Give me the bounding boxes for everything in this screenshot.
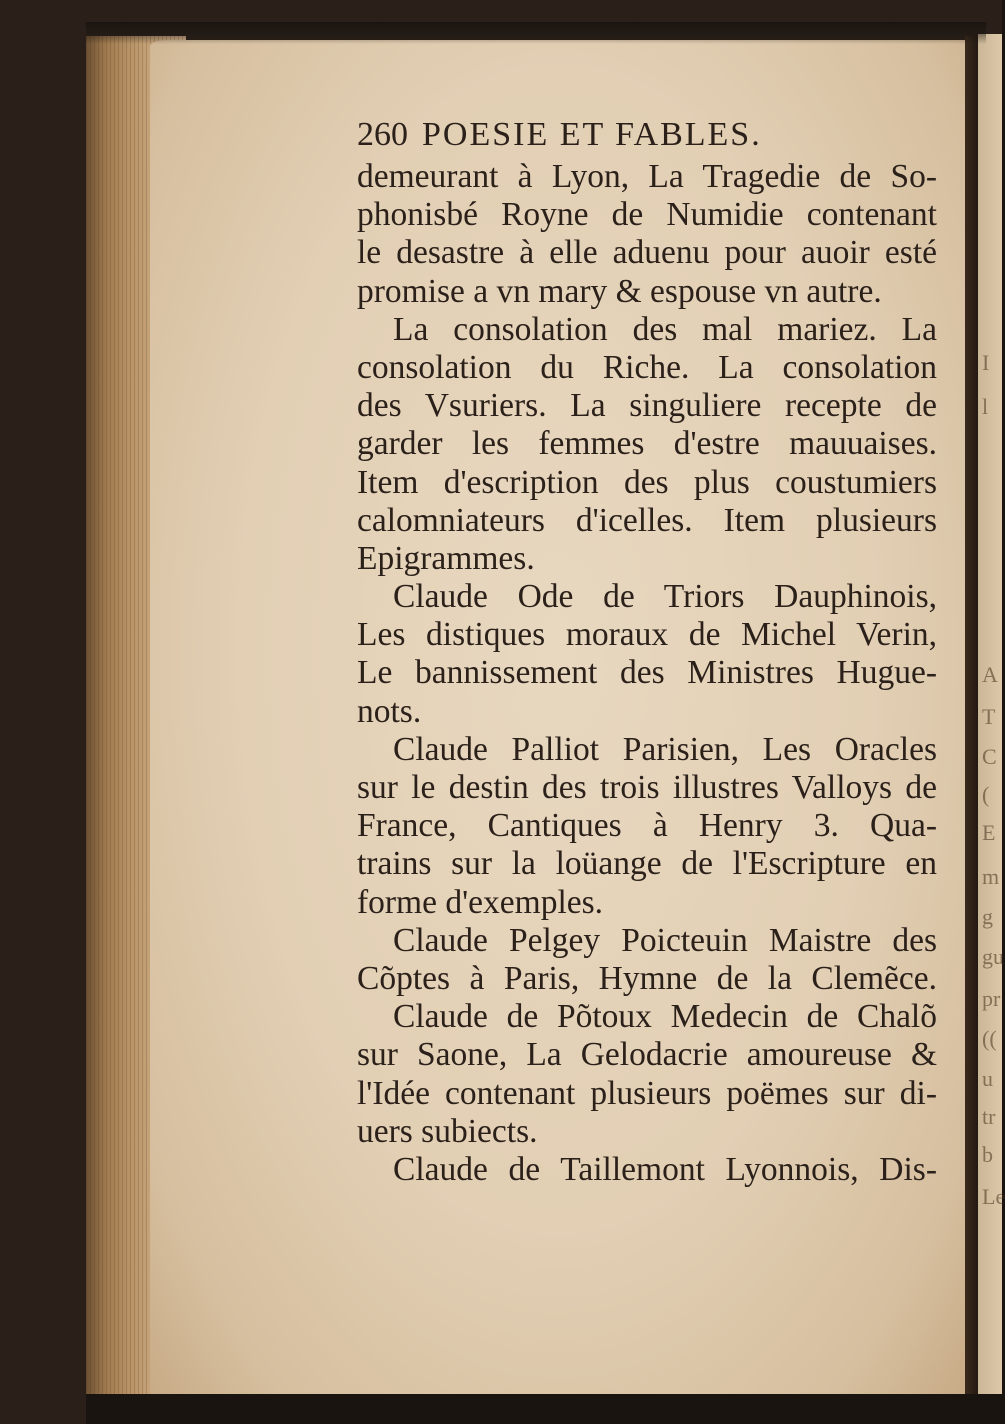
page-number: 260 <box>357 116 408 153</box>
top-shadow <box>86 22 986 44</box>
text-line: demeurant à Lyon, La Tragedie de So- <box>357 158 937 195</box>
facing-fragment: A <box>982 662 998 687</box>
facing-fragment: m <box>982 864 1000 889</box>
text-line: Claude de Põtoux Medecin de Chalõ <box>393 998 937 1036</box>
text-line: garder les femmes d'estre mauuaises. <box>357 425 937 463</box>
page-text <box>357 112 937 1189</box>
facing-fragment: I <box>982 350 990 375</box>
running-head <box>357 112 937 158</box>
text-line: Claude Ode de Triors Dauphinois, <box>393 578 937 616</box>
text-line: promise a vn mary & espouse vn autre. <box>357 272 882 310</box>
text-line: consolation du Riche. La consolation <box>357 348 937 386</box>
facing-fragment: l <box>982 394 989 419</box>
text-line: trains sur la loüange de l'Escripture en <box>357 845 937 883</box>
running-title: POESIE ET FABLES. <box>422 116 762 153</box>
text-line: Cõptes à Paris, Hymne de la Clemẽce. <box>357 959 937 997</box>
text-line: Le bannissement des Ministres Hugue- <box>357 654 937 692</box>
facing-fragment: u <box>982 1066 993 1091</box>
text-line: Claude Palliot Parisien, Les Oracles <box>393 730 937 768</box>
facing-fragment: b <box>982 1142 993 1167</box>
text-line: La consolation des mal mariez. La <box>393 310 937 348</box>
facing-fragment: ( <box>982 782 990 807</box>
facing-fragment: C <box>982 744 997 769</box>
text-line: Claude de Taillemont Lyonnois, Dis- <box>393 1150 937 1188</box>
text-line: nots. <box>357 692 422 730</box>
text-line: calomniateurs d'icelles. Item plusieurs <box>357 501 937 539</box>
text-line: France, Cantiques à Henry 3. Qua- <box>357 807 937 845</box>
text-line: sur le destin des trois illustres Valloys de <box>357 769 937 806</box>
facing-fragment: gu <box>982 944 1004 969</box>
text-line: l'Idée contenant plusieurs poëmes sur di- <box>357 1074 937 1112</box>
text-line: le desastre à elle aduenu pour auoir esté <box>357 234 937 272</box>
facing-fragment: Le <box>982 1184 1005 1209</box>
text-line: forme d'exemples. <box>357 883 604 921</box>
facing-fragment: g <box>982 904 993 929</box>
text-line: Les distiques moraux de Michel Verin, <box>357 616 937 654</box>
bottom-shadow <box>86 1394 1002 1424</box>
text-line: uers subiects. <box>357 1112 538 1150</box>
text-line: phonisbé Royne de Numidie contenant <box>357 196 937 234</box>
text-line: Item d'escription des plus coustumiers <box>357 463 937 501</box>
text-line: Claude Pelgey Poicteuin Maistre des <box>393 921 937 959</box>
facing-fragment: tr <box>982 1104 996 1129</box>
text-line: des Vsuriers. La singuliere recepte de <box>357 387 937 425</box>
text-line: Epigrammes. <box>357 539 535 577</box>
facing-fragment: (( <box>982 1026 997 1051</box>
text-lines <box>357 158 937 1189</box>
facing-fragment: T <box>982 704 996 729</box>
text-line: sur Saone, La Gelodacrie amoureuse & <box>357 1036 937 1074</box>
facing-fragment: pr <box>982 986 1001 1011</box>
facing-fragment: E <box>982 820 996 845</box>
